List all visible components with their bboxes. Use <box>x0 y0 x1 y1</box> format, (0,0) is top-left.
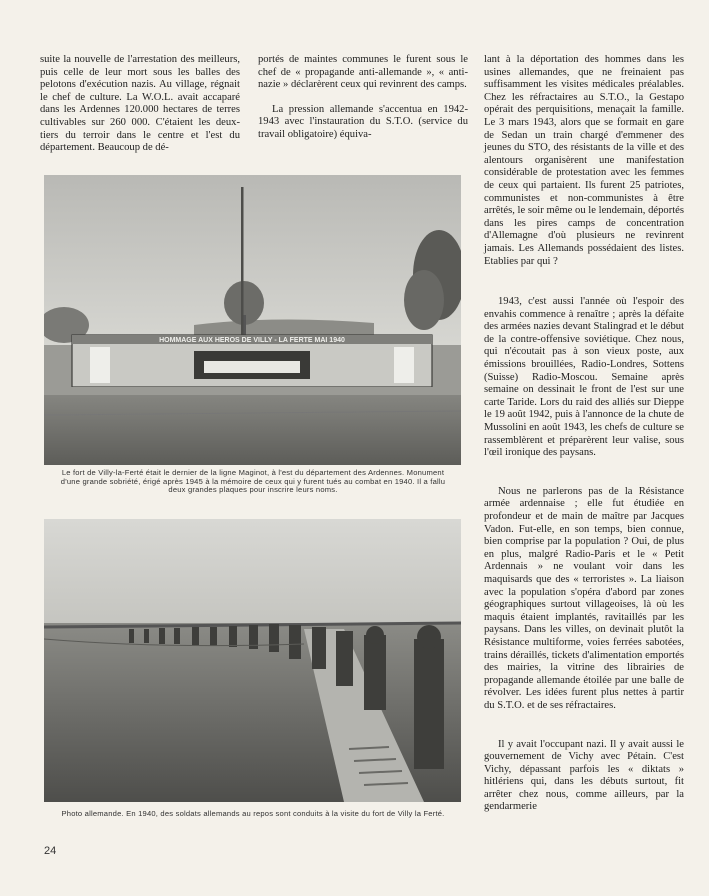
soldiers-photo <box>44 519 461 802</box>
col3-paragraph-4: Il y avait l'occupant nazi. Il y avait aussi le gouvernement de Vichy avec Pétain. C'est Vichy, dépassant parfois les « diktats » hitlériens qui, dans les débuts surtout, fit arrêter chez nous, comme ailleurs, par la gendarmerie <box>484 738 684 813</box>
col3-paragraph-1: lant à la déportation des hommes dans les usines allemandes, que ne freinaient pas suffisamment les visites médicales préalables. Chez les réfractaires au S.T.O., la Gestapo opérait des perquisitions, menaçait la famille. Le 3 mars 1943, alors que se formait en gare de Sedan un train chargé d'emmener des jeunes du STO, des résistants de la ville et des alentours organisèrent une manifestation considérable de protestation avec les femmes de ceux qui partaient. Ils furent 25 patriotes, communistes et non-communistes à être arrêtés, le soir même ou le lendemain, déportés dans les pires camps de concentration d'Allemagne d'où plusieurs ne revinrent jamais. Les Allemands possédaient des listes. Etablies par qui ? <box>484 54 684 267</box>
monument-photo-caption: Le fort de Villy-la-Ferté était le dernier de la ligne Maginot, à l'est du département des Ardennes. Monument d'une grande sobriété, érigé après 1945 à la mémoire de ceux qui y furent tués au combat en 1940. Il a fallu deux grandes plaques pour inscrire leurs noms. <box>60 468 446 495</box>
col3-paragraph-2: 1943, c'est aussi l'année où l'espoir des envahis commence à renaître ; après la défaite des armées nazies devant Stalingrad et le début de la contre-offensive soviétique. Chez nous, qui n'écoutait pas à son vieux poste, aux émissions brouillées, Radio-Londres, Sottens (Suisse) Radio-Moscou. Semaine après semaine on dessinait le front de l'est sur une carte Taride. Lors du raid des alliés sur Dieppe le 19 août 1942, puis à l'annonce de la chute de Mussolini en août 1943, les chefs de culture se rassemblèrent et préparèrent leur valise, sous l'œil ironique des paysans. <box>484 296 684 459</box>
soldiers-photo-caption: Photo allemande. En 1940, des soldats allemands au repos sont conduits à la visite du fort de Villy la Ferté. <box>61 809 445 818</box>
col3-paragraph-3: Nous ne parlerons pas de la Résistance armée ardennaise ; elle fut étudiée en profondeur et de main de maître par Jacques Vadon. Fut-elle, en son temps, bien connue, bien comprise par la population ? Oui, de plus en plus, malgré Radio-Paris et le « Petit Ardennais » ne voulant voir dans les maquisards que des « terroristes ». La liaison avec la population s'opéra d'abord par zones géographiques surtout villageoises, là où les maquis étaient implantés, ravitaillés par les paysans. Dans les villes, on devinait plutôt la Résistance multiforme, voies ferrées sabotées, trains déraillés, tickets d'alimentation emportés des mairies, la vitrine des librairies de propagande allemande étoilée par une balle de révolver. Les idées furent plus nettes à partir du S.T.O. et de ses réfractaires. <box>484 485 684 711</box>
monument-photo-image <box>44 175 461 465</box>
page-number: 24 <box>44 845 57 857</box>
col2-paragraph-1: portés de maintes communes le furent sous le chef de « propagande anti-allemande », « anti-nazie » déclarèrent ceux qui revinrent des camps. <box>258 54 468 91</box>
text-column-3 <box>484 54 684 814</box>
col2-paragraph-2: La pression allemande s'accentua en 1942-1943 avec l'instauration du S.T.O. (service du travail obligatoire) équiva- <box>258 103 468 140</box>
text-column-1 <box>40 54 240 155</box>
text-column-2 <box>258 54 468 142</box>
soldiers-photo-image <box>44 519 461 802</box>
col1-paragraph-1: suite la nouvelle de l'arrestation des meilleurs, puis celle de leur mort sous les balles des pelotons d'exécution nazis. Au village, régnait le chef de culture. La W.O.L. avait accaparé dans les Ardennes 120.000 hectares de terres cultivables sur 260 000. C'étaient les deux-tiers du terroir dans le centre et l'est du département. Beaucoup de dé- <box>40 54 240 154</box>
monument-photo <box>44 175 461 465</box>
monument-inscription: HOMMAGE AUX HEROS DE VILLY - LA FERTE MAI 1940 <box>159 337 345 344</box>
